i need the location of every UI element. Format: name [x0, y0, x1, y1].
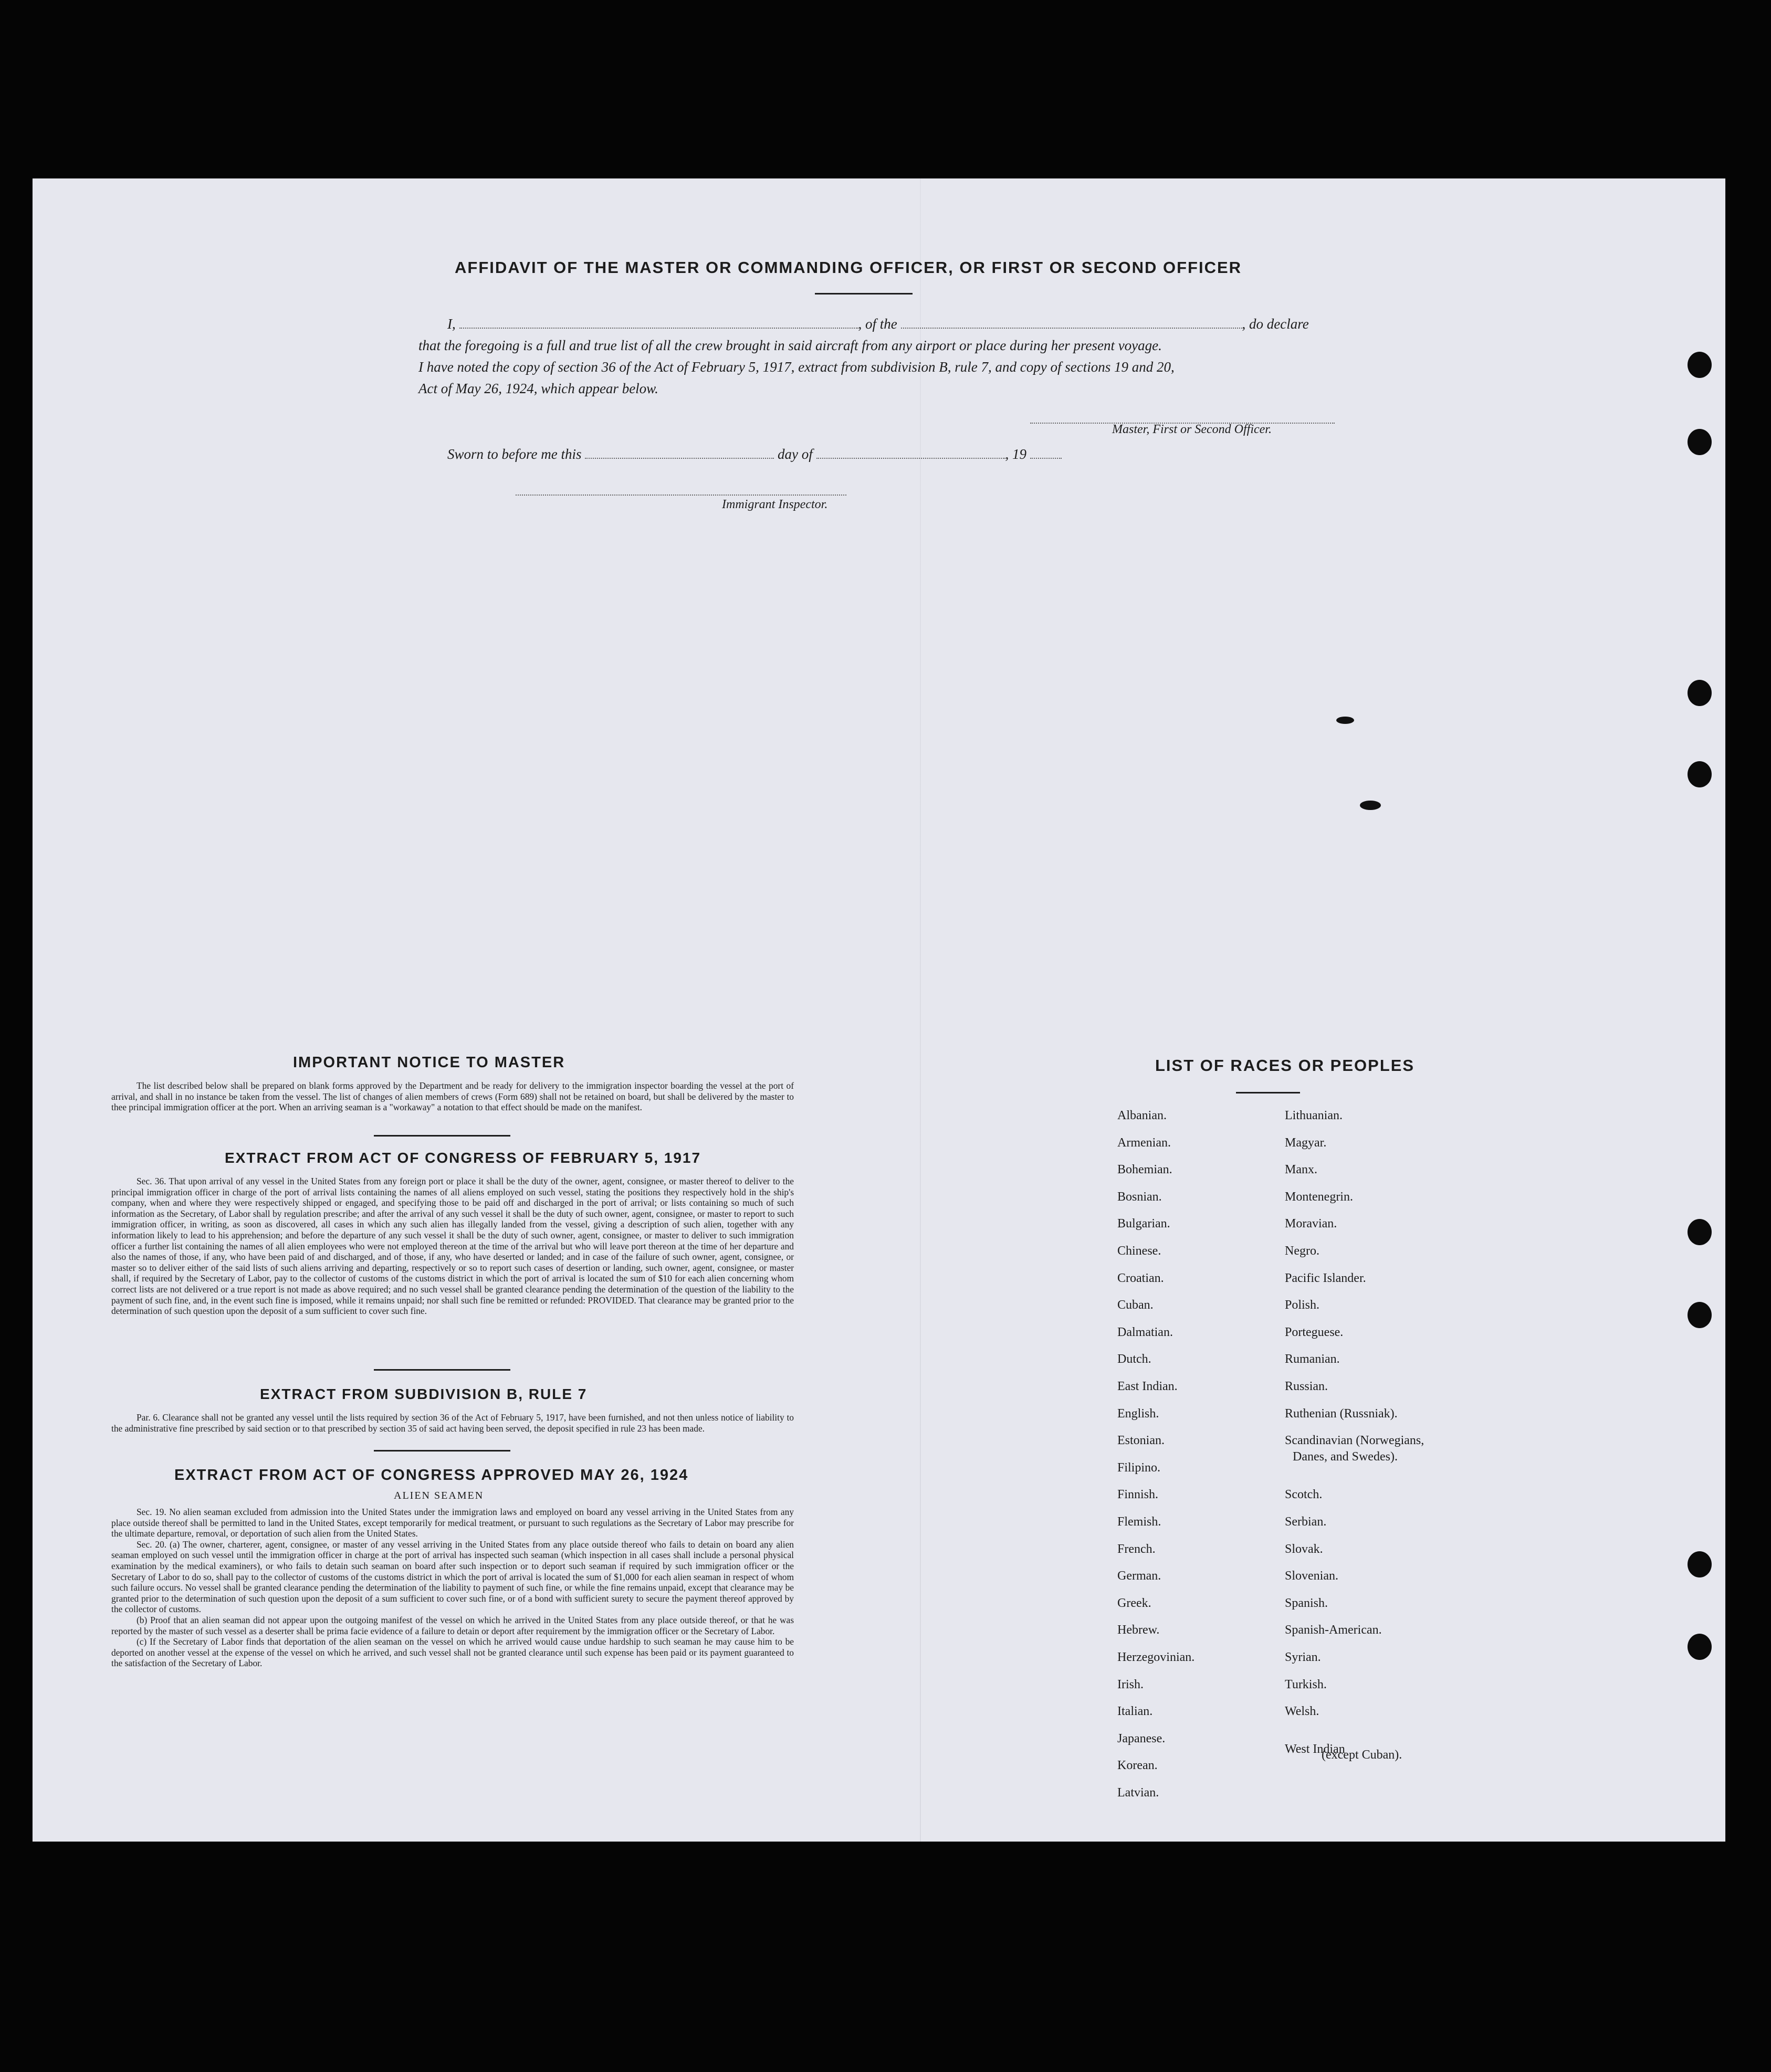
- sec20c-paragraph: (c) If the Secretary of Labor finds that deportation of the alien seaman on the vessel on which he arrived would cause undue hardship to such seaman he may cause him to be deported on another vessel at the expense of the vessel on which he arrived, and such vessel shall not be granted clearance until such expense has been paid or its payment guaranteed to the satisfaction of the Secretary of Labor.: [111, 1636, 794, 1669]
- race-item: Polish.: [1285, 1298, 1320, 1312]
- extract-1917-text: [111, 1176, 794, 1317]
- day-of-label: day of: [778, 446, 813, 462]
- alien-seamen-subtitle: ALIEN SEAMEN: [394, 1490, 484, 1501]
- race-item: Lithuanian.: [1285, 1109, 1343, 1122]
- race-item: Rumanian.: [1285, 1352, 1340, 1366]
- affidavit-line-4: Act of May 26, 1924, which appear below.: [418, 381, 658, 396]
- race-item: Spanish.: [1285, 1596, 1328, 1610]
- race-item: Chinese.: [1117, 1244, 1161, 1258]
- subdivision-text: [111, 1412, 794, 1434]
- inspector-label: Immigrant Inspector.: [722, 498, 828, 511]
- race-item: Serbian.: [1285, 1515, 1327, 1529]
- race-item: French.: [1117, 1542, 1156, 1556]
- race-item: Irish.: [1117, 1677, 1144, 1691]
- race-item: Italian.: [1117, 1705, 1153, 1719]
- inspector-signature-field[interactable]: [516, 484, 846, 496]
- extract-1917-title: EXTRACT FROM ACT OF CONGRESS OF FEBRUARY 5, 1917: [225, 1150, 701, 1166]
- race-item: Hebrew.: [1117, 1623, 1160, 1637]
- race-item: Magyar.: [1285, 1135, 1327, 1150]
- sworn-label: Sworn to before me this: [447, 446, 582, 462]
- race-item: Herzegovinian.: [1117, 1650, 1195, 1664]
- punch-hole: [1688, 680, 1712, 706]
- year-label: , 19: [1005, 446, 1026, 462]
- race-item: Japanese.: [1117, 1731, 1166, 1745]
- races-rule: [1236, 1092, 1300, 1093]
- punch-hole: [1688, 761, 1712, 787]
- races-title: LIST OF RACES OR PEOPLES: [1155, 1056, 1415, 1075]
- race-item: Dalmatian.: [1117, 1325, 1173, 1339]
- race-item: Turkish.: [1285, 1677, 1327, 1691]
- race-item: Finnish.: [1117, 1488, 1159, 1502]
- aircraft-name-field[interactable]: [901, 317, 1242, 329]
- notice-text: [111, 1080, 794, 1113]
- punch-hole: [1688, 1551, 1712, 1577]
- race-item: Slovak.: [1285, 1542, 1323, 1556]
- sworn-line: [447, 446, 1062, 462]
- affidavit-line-1: [447, 316, 1309, 332]
- race-item: Scotch.: [1285, 1488, 1323, 1502]
- race-item: Albanian.: [1117, 1109, 1167, 1122]
- race-item: West Indian: [1285, 1742, 1345, 1757]
- race-item: Bosnian.: [1117, 1190, 1162, 1204]
- notice-paragraph: The list described below shall be prepared on blank forms approved by the Department and be ready for delivery to the immigration inspector boarding the vessel at the port of arrival, and shall in no instance be taken from the vessel. The list of changes of alien members of crews (Form 689) shall not be retained on board, but shall be delivered by the master to thee principal immigration officer at the port. When an arriving seaman is a "workaway" a notation to that effect should be made on the manifest.: [111, 1080, 794, 1113]
- notice-rule: [374, 1135, 510, 1137]
- race-item: English.: [1117, 1406, 1159, 1421]
- of-the-label: , of the: [858, 316, 897, 332]
- race-item: Manx.: [1285, 1163, 1317, 1177]
- form-sheet: [33, 178, 1725, 1842]
- race-item: Bohemian.: [1117, 1163, 1172, 1177]
- ink-spot: [1336, 717, 1354, 724]
- officer-signature-field[interactable]: [1030, 412, 1335, 424]
- sec20a-paragraph: Sec. 20. (a) The owner, charterer, agent, consignee, or master of any vessel arriving in the United States from any place outside thereof who fails to detain on board any alien seaman employed on such vessel until the immigration officer in charge at the port of arrival has inspected such seaman (which inspection in all cases shall include a personal physical examination by the medical examiners), or who fails to detain such seaman on board after such inspection or to deport such seaman if required by such immigration officer or the Secretary of Labor to do so, shall pay to the collector of customs of the customs district in which the port of arrival is located the sum of $1,000 for each alien seaman in respect of whom such failure occurs. No vessel shall be granted clearance pending the determination of the liability to payment of such fine, or while the fine remains unpaid, except that clearance may be granted prior to the determination of such question upon the deposit of a sum sufficient to cover such fine, or of a bond with sufficient surety to secure the payment thereof approved by the collector of customs.: [111, 1539, 794, 1615]
- race-item: Croatian.: [1117, 1271, 1164, 1285]
- affidavit-line-2: that the foregoing is a full and true list of all the crew brought in said aircraft from any airport or place during her present voyage.: [418, 338, 1162, 353]
- punch-hole: [1688, 429, 1712, 455]
- notice-title: IMPORTANT NOTICE TO MASTER: [293, 1054, 565, 1071]
- scandinavian-continuation: Danes, and Swedes).: [1293, 1450, 1398, 1464]
- sec36-paragraph: Sec. 36. That upon arrival of any vessel in the United States from any foreign port or place it shall be the duty of the owner, agent, consignee, or master thereof to deliver to the principal immigration officer in charge of the port of arrival lists containing the names of all aliens employed on such vessel, stating the positions they respectively hold in the ship's company, when and where they were respectively shipped or engaged, and specifying those to be paid off and discharged in the port of arrival; or lists containing so much of such information as the Secretary, of Labor shall by regulation prescribe; and after the arrival of any such vessel it shall be the duty of such owner, agent, consignee, or master to report to such immigration officer, in writing, as soon as discovered, all cases in which any such alien has illegally landed from the vessel, giving a description of such alien, together with any information likely to lead to his apprehension; and before the departure of any such vessel it shall be the duty of such owner, agent, consignee, or master to deliver to such immigration officer a further list containing the names of all alien employees who were not employed thereon at the time of the arrival but who will leave port thereon at the time of her departure and also the names of those, if any, who have been paid of and discharged, and of those, if any, who have deserted or landed; and in case of the failure of such owner, agent, consignee, or master so to deliver either of the said lists of such aliens arriving and departing, respectively or so to report such cases of desertion or landing, such owner, agent, consignee, or master shall, if required by the Secretary of Labor, pay to the collector of customs of the customs district in which the port of arrival is located the sum of $10 for each alien concerning whom correct lists are not delivered or a true report is not made as above required; and no such vessel shall be granted clearance pending the determination of the question of the liability to the payment of such fine, and, in the event such fine is imposed, while it remains unpaid; nor shall such fine be remitted or refunded: PROVIDED. That clearance may be granted prior to the determination of such question upon the deposit of a sum sufficient to cover such fine.: [111, 1176, 794, 1317]
- race-item: East Indian.: [1117, 1380, 1178, 1393]
- punch-hole: [1688, 1634, 1712, 1660]
- subdivision-title: EXTRACT FROM SUBDIVISION B, RULE 7: [260, 1386, 588, 1402]
- sec19-paragraph: Sec. 19. No alien seaman excluded from admission into the United States under the immigration laws and employed on board any vessel arriving in the United States from any place outside thereof shall be permitted to land in the United States, except temporarily for medical treatment, or pursuant to such regulations as the Secretary of Labor may prescribe for the ultimate departure, removal, or deportation of such alien from the United States.: [111, 1507, 794, 1539]
- race-item: Syrian.: [1285, 1650, 1321, 1664]
- race-item: Russian.: [1285, 1380, 1328, 1393]
- subdivision-rule: [374, 1450, 510, 1452]
- title-rule: [815, 293, 913, 295]
- race-item: Flemish.: [1117, 1515, 1161, 1529]
- ink-spot: [1360, 801, 1381, 810]
- race-item: Bulgarian.: [1117, 1217, 1170, 1231]
- sworn-month-field[interactable]: [816, 447, 1005, 459]
- race-item: Pacific Islander.: [1285, 1271, 1366, 1285]
- race-item: Slovenian.: [1285, 1569, 1338, 1583]
- punch-hole: [1688, 1219, 1712, 1245]
- race-item: Porteguese.: [1285, 1325, 1344, 1339]
- race-item: Armenian.: [1117, 1135, 1171, 1150]
- race-item: Montenegrin.: [1285, 1190, 1353, 1204]
- sworn-year-field[interactable]: [1030, 447, 1062, 459]
- race-item: Latvian.: [1117, 1786, 1159, 1800]
- race-item: Cuban.: [1117, 1298, 1154, 1312]
- par6-paragraph: Par. 6. Clearance shall not be granted any vessel until the lists required by section 36 of the Act of February 5, 1917, have been furnished, and not then unless notice of liability to the administrative fine prescribed by said section or to that prescribed by section 35 of said act having been served, the deposit specified in rule 23 has been made.: [111, 1412, 794, 1434]
- extract-1917-rule: [374, 1369, 510, 1371]
- race-item: Dutch.: [1117, 1352, 1151, 1366]
- affidavit-line-3: I have noted the copy of section 36 of the Act of February 5, 1917, extract from subdivision B, rule 7, and copy of sections 19 and 20,: [418, 359, 1175, 375]
- declare-label: , do declare: [1242, 316, 1309, 332]
- race-item: Welsh.: [1285, 1705, 1319, 1719]
- race-item: Filipino.: [1117, 1460, 1161, 1475]
- race-item: Ruthenian (Russniak).: [1285, 1406, 1398, 1421]
- officer-signature-label: Master, First or Second Officer.: [1112, 423, 1272, 436]
- race-item: Greek.: [1117, 1596, 1151, 1610]
- affidavit-title: AFFIDAVIT OF THE MASTER OR COMMANDING OFFICER, OR FIRST OR SECOND OFFICER: [455, 258, 1242, 277]
- race-item: Moravian.: [1285, 1217, 1337, 1231]
- race-item: Korean.: [1117, 1759, 1158, 1773]
- punch-hole: [1688, 352, 1712, 378]
- race-item: German.: [1117, 1569, 1161, 1583]
- sworn-day-field[interactable]: [585, 447, 774, 459]
- declarant-label: I,: [447, 316, 456, 332]
- west-indian-continuation: (except Cuban).: [1322, 1748, 1402, 1762]
- race-item: Scandinavian (Norwegians,: [1285, 1434, 1424, 1448]
- punch-hole: [1688, 1302, 1712, 1328]
- race-item: Negro.: [1285, 1244, 1319, 1258]
- extract-1924-text: [111, 1507, 794, 1669]
- race-item: Spanish-American.: [1285, 1623, 1382, 1637]
- sec20b-paragraph: (b) Proof that an alien seaman did not appear upon the outgoing manifest of the vessel on which he arrived in the United States from any place outside thereof, or that he was reported by the master of such vessel as a deserter shall be prima facie evidence of a failure to detain or deport after requirement by the immigration officer or the Secretary of Labor.: [111, 1614, 794, 1636]
- race-item: Estonian.: [1117, 1434, 1165, 1448]
- center-fold: [920, 178, 921, 1842]
- extract-1924-title: EXTRACT FROM ACT OF CONGRESS APPROVED MAY 26, 1924: [174, 1467, 689, 1484]
- declarant-name-field[interactable]: [459, 317, 858, 329]
